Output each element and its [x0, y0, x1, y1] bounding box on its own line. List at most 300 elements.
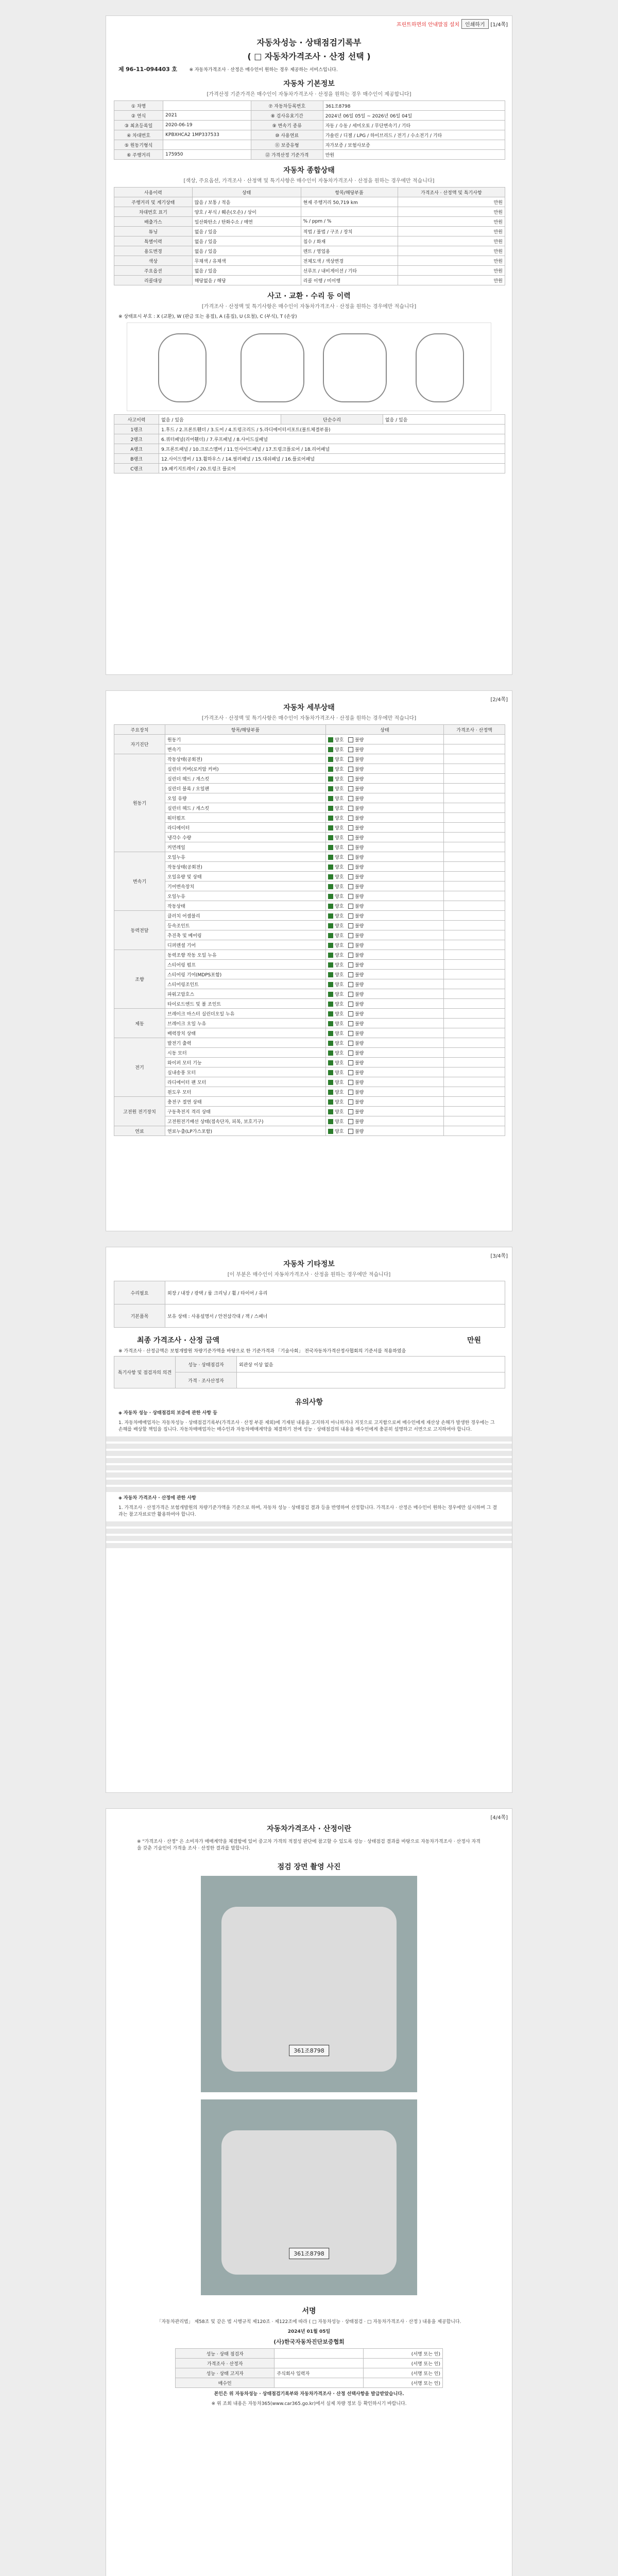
- detail-price: [444, 1058, 505, 1067]
- detail-item: 등속조인트: [165, 921, 326, 930]
- detail-item: 파워고압호스: [165, 989, 326, 999]
- detail-header: 자동차 세부상태: [283, 704, 335, 712]
- detail-price: [444, 842, 505, 852]
- detail-state[interactable]: 양호 불량: [326, 989, 444, 999]
- detail-price: [444, 930, 505, 940]
- checkbox-good[interactable]: [328, 1109, 333, 1114]
- detail-item: 기어변속장치: [165, 882, 326, 891]
- detail-price: [444, 813, 505, 823]
- print-help-link[interactable]: 프린트하면의 안내말짐 설치: [396, 22, 460, 28]
- summary-row: [114, 246, 505, 256]
- detail-state[interactable]: 양호 불량: [326, 833, 444, 842]
- detail-state[interactable]: 양호 불량: [326, 999, 444, 1009]
- sign-stamp: (서명 또는 인): [363, 2349, 442, 2359]
- checkbox-bad[interactable]: [348, 855, 353, 860]
- summary-col-note: 가격조사 · 산정액 및 특기사항: [398, 188, 505, 197]
- accident-row: [114, 454, 505, 464]
- detail-col-item: 항목/해당부품: [165, 725, 326, 735]
- detail-row: [114, 930, 505, 940]
- detail-price: [444, 744, 505, 754]
- checkbox-bad[interactable]: [348, 1099, 353, 1105]
- detail-state[interactable]: 양호 불량: [326, 813, 444, 823]
- detail-state[interactable]: 양호 불량: [326, 970, 444, 979]
- accident-table: [114, 414, 505, 473]
- checkbox-good[interactable]: [328, 962, 333, 968]
- summary-row: [114, 276, 505, 285]
- basic-label: ⑨ 변속기 종류: [251, 121, 323, 130]
- summary-note: 만원: [398, 197, 505, 207]
- summary-row: [114, 217, 505, 227]
- detail-price: [444, 862, 505, 872]
- checkbox-good[interactable]: [328, 972, 333, 977]
- sign-label: 성능 · 상태 고지자: [176, 2368, 274, 2378]
- detail-item: 고전원전기배선 상태(접속단자, 피복, 보호기구): [165, 1116, 326, 1126]
- checkbox-good[interactable]: [328, 933, 333, 938]
- document-title: 자동차성능 · 상태점검기록부: [256, 38, 362, 47]
- checkbox-good[interactable]: [328, 982, 333, 987]
- detail-state[interactable]: 양호 불량: [326, 1048, 444, 1058]
- detail-state[interactable]: 양호 불량: [326, 930, 444, 940]
- checkbox-good[interactable]: [328, 1011, 333, 1016]
- summary-note: 만원: [398, 217, 505, 227]
- rear-plate: 361조8798: [289, 2248, 329, 2259]
- detail-state[interactable]: 양호 불량: [326, 764, 444, 774]
- detail-row: [114, 1019, 505, 1028]
- checkbox-bad[interactable]: [348, 1050, 353, 1056]
- checkbox-good[interactable]: [328, 816, 333, 821]
- detail-item: 발전기 출력: [165, 1038, 326, 1048]
- detail-state[interactable]: 양호 불량: [326, 872, 444, 882]
- checkbox-bad[interactable]: [348, 874, 353, 879]
- summary-detail: % / ppm / %: [301, 217, 398, 227]
- detail-price: [444, 882, 505, 891]
- checkbox-good[interactable]: [328, 1041, 333, 1046]
- basic-info-sub: [가격산정 기준가격은 매수인이 자동차가격조사 · 산정을 원하는 경우 매수인이 제공합니다]: [207, 92, 411, 97]
- etc-row: [114, 1304, 505, 1328]
- detail-item: 워터펌프: [165, 813, 326, 823]
- basic-label: ⑧ 검사유효기간: [251, 111, 323, 121]
- etc-label: 기본품목: [114, 1304, 165, 1328]
- detail-price: [444, 833, 505, 842]
- detail-row: [114, 813, 505, 823]
- checkbox-bad[interactable]: [348, 923, 353, 928]
- checkbox-bad[interactable]: [348, 1090, 353, 1095]
- checkbox-bad[interactable]: [348, 884, 353, 889]
- basic-label: ⑤ 원동기형식: [114, 140, 163, 150]
- page-3: [106, 1247, 512, 1793]
- detail-price: [444, 1038, 505, 1048]
- etc-value: 보유 상태 : 사용설명서 / 안전삼각대 / 잭 / 스패너: [165, 1304, 505, 1328]
- detail-state[interactable]: 양호 불량: [326, 842, 444, 852]
- accident-label: 단순수리: [281, 415, 383, 425]
- checkbox-good[interactable]: [328, 747, 333, 752]
- summary-state: 없음 / 있음: [192, 227, 301, 236]
- checkbox-good[interactable]: [328, 1090, 333, 1095]
- detail-price: [444, 1048, 505, 1058]
- etc-row: [114, 1281, 505, 1304]
- detail-row: [114, 1067, 505, 1077]
- checkbox-bad[interactable]: [348, 982, 353, 987]
- checkbox-bad[interactable]: [348, 1031, 353, 1036]
- summary-note: 만원: [398, 227, 505, 236]
- detail-state[interactable]: 양호 불량: [326, 979, 444, 989]
- basic-label: ④ 차대번호: [114, 130, 163, 140]
- checkbox-bad[interactable]: [348, 1021, 353, 1026]
- checkbox-bad[interactable]: [348, 747, 353, 752]
- accident-label: B랭크: [114, 454, 159, 464]
- detail-state[interactable]: 양호 불량: [326, 921, 444, 930]
- detail-col-state: 상태: [326, 725, 444, 735]
- sign-value: [274, 2349, 363, 2359]
- detail-row: [114, 1097, 505, 1107]
- basic-label: ⑦ 자동차등록번호: [251, 101, 323, 111]
- car-bottom-view: [323, 333, 387, 402]
- checkbox-good[interactable]: [328, 767, 333, 772]
- detail-state[interactable]: 양호 불량: [326, 735, 444, 744]
- detail-row: [114, 1116, 505, 1126]
- detail-state[interactable]: 양호 불량: [326, 823, 444, 833]
- footer-line-2: ※ 위 조회 내용은 자동차365(www.car365.go.kr)에서 실제 차량 정보 등 확인하시기 바랍니다.: [211, 2401, 407, 2406]
- price-intro-body: ※ "가격조사 · 산정" 은 소비자가 매매계약을 체결함에 있어 중고차 가격의 적절성 판단에 참고할 수 있도록 성능 · 상태점검 결과를 바탕으로 자동차가격조사 · 산정사 자격을 갖춘 기술인이 가격을 조사 · 산정한 결과를 말합니다.: [137, 1839, 480, 1851]
- detail-row: [114, 862, 505, 872]
- page-number: [1/4쪽]: [490, 22, 508, 28]
- detail-state[interactable]: 양호 불량: [326, 744, 444, 754]
- summary-col-detail: 항목/해당부품: [301, 188, 398, 197]
- detail-item: 시동 모터: [165, 1048, 326, 1058]
- summary-row: [114, 266, 505, 276]
- detail-row: [114, 784, 505, 793]
- checkbox-bad[interactable]: [348, 816, 353, 821]
- document-subtitle: ( □ 자동차가격조사 · 산정 선택 ): [247, 52, 371, 61]
- summary-col-state: 상태: [192, 188, 301, 197]
- checkbox-bad[interactable]: [348, 933, 353, 938]
- checkbox-bad[interactable]: [348, 786, 353, 791]
- summary-item: 튜닝: [114, 227, 193, 236]
- detail-price: [444, 891, 505, 901]
- detail-row: [114, 1087, 505, 1097]
- accident-label: A랭크: [114, 444, 159, 454]
- detail-price: [444, 901, 505, 911]
- checkbox-good[interactable]: [328, 1099, 333, 1105]
- summary-note: 만원: [398, 276, 505, 285]
- summary-note: 만원: [398, 207, 505, 217]
- checkbox-bad[interactable]: [348, 1060, 353, 1065]
- sign-text: 「자동차관리법」 제58조 및 같은 법 시행규칙 제120조 · 제122조에 따라 ( □ 자동차성능 · 상태점검 · □ 자동차가격조사 · 산정 ) 내용을 제공합니다.: [157, 2319, 461, 2325]
- detail-row: [114, 979, 505, 989]
- detail-item: 라디에이터: [165, 823, 326, 833]
- checkbox-good[interactable]: [328, 796, 333, 801]
- summary-row: [114, 197, 505, 207]
- detail-state[interactable]: 양호 불량: [326, 803, 444, 813]
- detail-item: 작동상태: [165, 901, 326, 911]
- checkbox-good[interactable]: [328, 865, 333, 870]
- detail-row: [114, 803, 505, 813]
- checkbox-bad[interactable]: [348, 767, 353, 772]
- detail-row: [114, 744, 505, 754]
- detail-state[interactable]: 양호 불량: [326, 1097, 444, 1107]
- checkbox-bad[interactable]: [348, 1109, 353, 1114]
- checkbox-bad[interactable]: [348, 776, 353, 782]
- detail-sub: [가격조사 · 산정액 및 특기사항은 매수인이 자동차가격조사 · 산정을 원하는 경우에만 적습니다]: [201, 716, 417, 721]
- car-top-view: [241, 333, 304, 402]
- basic-label: ⑫ 가격산정 기준가격: [251, 150, 323, 160]
- summary-state: 많음 / 보통 / 적음: [192, 197, 301, 207]
- summary-header: 자동차 종합상태: [283, 166, 335, 175]
- sign-stamp: (서명 또는 인): [363, 2378, 442, 2388]
- checkbox-good[interactable]: [328, 874, 333, 879]
- checkbox-good[interactable]: [328, 1050, 333, 1056]
- detail-state[interactable]: 양호 불량: [326, 1028, 444, 1038]
- checkbox-good[interactable]: [328, 1080, 333, 1085]
- accident-row: [114, 425, 505, 434]
- detail-price: [444, 1067, 505, 1077]
- doc-no-suffix: 호: [171, 66, 177, 73]
- page-1: [106, 15, 512, 675]
- detail-price: [444, 872, 505, 882]
- checkbox-bad[interactable]: [348, 835, 353, 840]
- checkbox-bad[interactable]: [348, 962, 353, 968]
- detail-price: [444, 1077, 505, 1087]
- checkbox-bad[interactable]: [348, 796, 353, 801]
- sign-label: 매수인: [176, 2378, 274, 2388]
- detail-state[interactable]: 양호 불량: [326, 1087, 444, 1097]
- detail-state[interactable]: 양호 불량: [326, 960, 444, 970]
- page-number: [4/4쪽]: [490, 1815, 508, 1821]
- detail-item: 브레이크 오일 누유: [165, 1019, 326, 1028]
- sign-date: 2024년 01월 05일: [287, 2329, 331, 2334]
- checkbox-good[interactable]: [328, 776, 333, 782]
- checkbox-bad[interactable]: [348, 845, 353, 850]
- detail-row: [114, 1126, 505, 1136]
- detail-price: [444, 921, 505, 930]
- detail-state[interactable]: 양호 불량: [326, 1058, 444, 1067]
- detail-state[interactable]: 양호 불량: [326, 1009, 444, 1019]
- summary-detail: 전체도색 / 색상변경: [301, 256, 398, 266]
- detail-price: [444, 960, 505, 970]
- detail-item: 실린더 블록 / 오일팬: [165, 784, 326, 793]
- checkbox-bad[interactable]: [348, 953, 353, 958]
- detail-price: [444, 852, 505, 862]
- detail-state[interactable]: 양호 불량: [326, 950, 444, 960]
- accident-legend: ※ 상태표시 부호 : X (교환), W (판금 또는 용접), A (흠집), U (요철), C (부식), T (손상): [118, 314, 297, 319]
- basic-info-row: [114, 121, 505, 130]
- detail-state[interactable]: 양호 불량: [326, 793, 444, 803]
- detail-item: 작동상태(공회전): [165, 754, 326, 764]
- checkbox-bad[interactable]: [348, 972, 353, 977]
- checkbox-bad[interactable]: [348, 894, 353, 899]
- basic-value: 2024년 06일 05일 ~ 2026년 06일 04일: [323, 111, 505, 121]
- checkbox-bad[interactable]: [348, 1041, 353, 1046]
- inspection-photo-rear: [201, 2099, 417, 2295]
- detail-price: [444, 1116, 505, 1126]
- checkbox-good[interactable]: [328, 786, 333, 791]
- basic-label: ② 연식: [114, 111, 163, 121]
- detail-group: 고전원 전기장치: [114, 1097, 165, 1126]
- etc-label: 수리필요: [114, 1281, 165, 1304]
- sign-value: [274, 2378, 363, 2388]
- checkbox-good[interactable]: [328, 825, 333, 831]
- checkbox-bad[interactable]: [348, 757, 353, 762]
- summary-state: 없음 / 있음: [192, 266, 301, 276]
- checkbox-bad[interactable]: [348, 913, 353, 919]
- checkbox-bad[interactable]: [348, 1011, 353, 1016]
- basic-value: 가솔린 / 디젤 / LPG / 하이브리드 / 전기 / 수소전기 / 기타: [323, 130, 505, 140]
- notice-body: 1. 자동차매매업자는 자동차성능 · 상태점검기록부(가격조사 · 산정 부분 제외)에 기재된 내용을 고지하지 아니하거나 거짓으로 고지함으로써 매수인에게 재산상 손해가 발생한 경우에는 그 손해를 배상할 책임을 집니다. 자동차매매업자는 매수인과 자동차매매계약을 체결하기 전에 성능 · 상태점검의 내용을 매수인에게 충분히 설명하고 서면으로 고지하여야 합니다.: [118, 1420, 495, 1432]
- summary-row: [114, 256, 505, 266]
- special-value: 외관상 이상 없음: [237, 1357, 505, 1372]
- basic-info-row: [114, 150, 505, 160]
- detail-state[interactable]: 양호 불량: [326, 1107, 444, 1116]
- detail-state[interactable]: 양호 불량: [326, 1116, 444, 1126]
- detail-row: [114, 989, 505, 999]
- detail-item: 실린더 헤드 / 개스킷: [165, 803, 326, 813]
- accident-sub: [가격조사 · 산정액 및 특기사항은 매수인이 자동차가격조사 · 산정을 원하는 경우에만 적습니다]: [201, 304, 417, 310]
- etc-header: 자동차 기타정보: [283, 1260, 335, 1268]
- summary-row: [114, 227, 505, 236]
- detail-state[interactable]: 양호 불량: [326, 1019, 444, 1028]
- checkbox-good[interactable]: [328, 904, 333, 909]
- checkbox-bad[interactable]: [348, 1119, 353, 1124]
- checkbox-good[interactable]: [328, 1119, 333, 1124]
- checkbox-good[interactable]: [328, 1060, 333, 1065]
- detail-group: 연료: [114, 1126, 165, 1136]
- summary-state: 일산화탄소 / 탄화수소 / 매연: [192, 217, 301, 227]
- checkbox-good[interactable]: [328, 806, 333, 811]
- checkbox-bad[interactable]: [348, 1080, 353, 1085]
- detail-price: [444, 764, 505, 774]
- basic-label: ⑪ 보증유형: [251, 140, 323, 150]
- checkbox-bad[interactable]: [348, 943, 353, 948]
- notice-header: 유의사항: [295, 1398, 323, 1406]
- detail-state[interactable]: 양호 불량: [326, 862, 444, 872]
- summary-item: 색상: [114, 256, 193, 266]
- special-value: [237, 1372, 505, 1388]
- detail-state[interactable]: 양호 불량: [326, 1067, 444, 1077]
- detail-state[interactable]: 양호 불량: [326, 784, 444, 793]
- checkbox-bad[interactable]: [348, 904, 353, 909]
- checkbox-good[interactable]: [328, 835, 333, 840]
- detail-item: 스티어링조인트: [165, 979, 326, 989]
- detail-row: [114, 882, 505, 891]
- basic-value: 2020-06-19: [163, 121, 251, 130]
- detail-state[interactable]: 양호 불량: [326, 891, 444, 901]
- detail-state[interactable]: 양호 불량: [326, 754, 444, 764]
- detail-row: [114, 1048, 505, 1058]
- checkbox-good[interactable]: [328, 992, 333, 997]
- detail-state[interactable]: 양호 불량: [326, 940, 444, 950]
- detail-item: 동력조향 작동 오일 누유: [165, 950, 326, 960]
- summary-detail: 선루프 / 내비게이션 / 기타: [301, 266, 398, 276]
- checkbox-good[interactable]: [328, 737, 333, 742]
- sign-value: [274, 2359, 363, 2368]
- checkbox-good[interactable]: [328, 757, 333, 762]
- detail-row: [114, 852, 505, 862]
- detail-state[interactable]: 양호 불량: [326, 882, 444, 891]
- org-name: (사)한국자동차진단보증협회: [273, 2338, 345, 2345]
- basic-value: 361조8798: [323, 101, 505, 111]
- detail-item: 클러치 어셈블리: [165, 911, 326, 921]
- etc-sub: [이 부분은 매수인이 자동차가격조사 · 산정을 원하는 경우에만 적습니다]: [227, 1272, 391, 1278]
- summary-sub: [색상, 주요옵션, 가격조사 · 산정액 및 특기사항은 매수인이 자동차가격조사 · 산정을 원하는 경우에만 적습니다]: [183, 178, 435, 184]
- detail-group: 제동: [114, 1009, 165, 1038]
- checkbox-bad[interactable]: [348, 806, 353, 811]
- checkbox-good[interactable]: [328, 1002, 333, 1007]
- accident-row: [114, 444, 505, 454]
- checkbox-good[interactable]: [328, 953, 333, 958]
- detail-price: [444, 911, 505, 921]
- page-4: [106, 1808, 512, 2576]
- detail-row: [114, 960, 505, 970]
- basic-info-row: [114, 111, 505, 121]
- checkbox-good[interactable]: [328, 894, 333, 899]
- summary-item: 리콜대상: [114, 276, 193, 285]
- detail-state[interactable]: 양호 불량: [326, 774, 444, 784]
- checkbox-bad[interactable]: [348, 992, 353, 997]
- checkbox-bad[interactable]: [348, 1070, 353, 1075]
- detail-state[interactable]: 양호 불량: [326, 901, 444, 911]
- detail-item: 충전구 절연 상태: [165, 1097, 326, 1107]
- basic-value: 자동 / 수동 / 세미오토 / 무단변속기 / 기타: [323, 121, 505, 130]
- detail-state[interactable]: 양호 불량: [326, 1077, 444, 1087]
- checkbox-good[interactable]: [328, 1129, 333, 1134]
- basic-info-header: 자동차 기본정보: [283, 80, 335, 88]
- doc-no: 96-11-094403: [126, 66, 170, 73]
- detail-item: 실린더 커버(로커암 커버): [165, 764, 326, 774]
- checkbox-good[interactable]: [328, 855, 333, 860]
- sign-row: [176, 2368, 443, 2378]
- footer-line-1: 본인은 위 자동차성능 · 상태점검기록부와 자동차가격조사 · 산정 선택사항을 발급받았습니다.: [214, 2392, 404, 2397]
- detail-item: 배력장치 상태: [165, 1028, 326, 1038]
- checkbox-bad[interactable]: [348, 1129, 353, 1134]
- accident-label: 2랭크: [114, 434, 159, 444]
- detail-row: [114, 872, 505, 882]
- checkbox-bad[interactable]: [348, 825, 353, 831]
- detail-state[interactable]: 양호 불량: [326, 852, 444, 862]
- checkbox-good[interactable]: [328, 1070, 333, 1075]
- checkbox-good[interactable]: [328, 1031, 333, 1036]
- checkbox-good[interactable]: [328, 913, 333, 919]
- summary-item: 차대번호 표기: [114, 207, 193, 217]
- accident-value: 19.패키지트레이 / 20.트렁크 플로어: [159, 464, 505, 473]
- checkbox-bad[interactable]: [348, 1002, 353, 1007]
- detail-state[interactable]: 양호 불량: [326, 1126, 444, 1136]
- print-button[interactable]: 인쇄하기: [461, 19, 489, 29]
- checkbox-bad[interactable]: [348, 865, 353, 870]
- detail-item: 윈도우 모터: [165, 1087, 326, 1097]
- doc-no-label: 제: [118, 66, 124, 73]
- detail-row: [114, 793, 505, 803]
- detail-item: 오일누유: [165, 891, 326, 901]
- price-note: ※ 가격조사 · 산정금액은 보험개발원 차량기준가액을 바탕으로 한 기준가격과 「기술사회」 전국자동차가격산정사협회의 기준서를 적용하였음: [118, 1349, 406, 1354]
- accident-header: 사고 · 교환 · 수리 등 이력: [267, 292, 351, 300]
- accident-row: [114, 415, 505, 425]
- special-label: 특기사항 및 점검자의 의견: [114, 1357, 176, 1388]
- detail-state[interactable]: 양호 불량: [326, 911, 444, 921]
- detail-row: [114, 1009, 505, 1019]
- detail-row: [114, 823, 505, 833]
- basic-info-row: [114, 130, 505, 140]
- accident-value: 없음 / 있음: [159, 415, 281, 425]
- summary-note: 만원: [398, 246, 505, 256]
- checkbox-good[interactable]: [328, 845, 333, 850]
- checkbox-good[interactable]: [328, 884, 333, 889]
- checkbox-good[interactable]: [328, 923, 333, 928]
- checkbox-bad[interactable]: [348, 737, 353, 742]
- etc-table: [114, 1281, 505, 1328]
- checkbox-good[interactable]: [328, 943, 333, 948]
- checkbox-good[interactable]: [328, 1021, 333, 1026]
- detail-state[interactable]: 양호 불량: [326, 1038, 444, 1048]
